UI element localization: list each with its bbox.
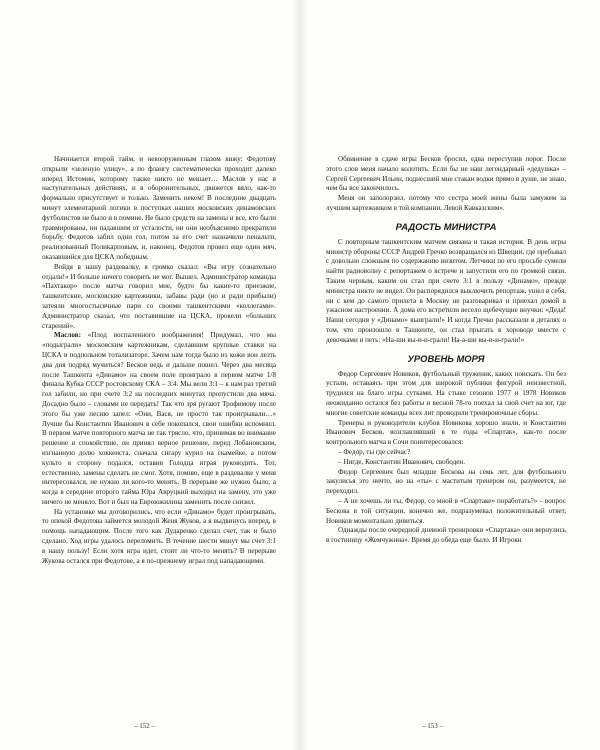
section-heading: РАДОСТЬ МИНИСТРА: [395, 220, 497, 232]
dialogue-line: – Нигде, Константин Иванович, свободен.: [338, 457, 465, 466]
paragraph: Начинается второй тайм, и невооруженным глазом вижу: Федотову открыли «зеленую улицу», а по флангу систематически проходит далеко вперед Истомин, которому также никто не мешает… Маслов у нас в наступательных действиях, и в оборонительных, движется вяло, как-то формально присутствует и только. Заменить некем! В последние двадцать минут элементарной логики в поступках наших московских динамовских футболистов не было и в помине. Не было средств на замены и все, кто были травмированы, ни падавшим от усталости, ни они необъяснимо прекратили борьбу. Федотов забил один гол, потом за его счет назначили пенальти, реализованный Поликарповым, и, наконец, Федотов провел еще один мяч, оказавшийся для ЦСКА победным.: [42, 155, 276, 261]
right-text-block: [326, 155, 566, 546]
paragraph: Обвинение в сдаче игры Бесков бросил, едва переступив порог. После этого слов меня начало колотить. Если бы не наш легендарный «дедушка» – Сергей Сергеевич Ильин, поднесший мне стакан водки прямо в душе, не знаю, чем бы все закончилось.: [326, 155, 566, 193]
left-text-block: [42, 155, 276, 566]
paragraph: [42, 331, 276, 507]
page-number: – 153 –: [422, 722, 443, 730]
right-page: [304, 0, 600, 750]
page-number: – 152 –: [134, 722, 155, 730]
paragraph: Тренеры и руководители клубов Новикова хорошо знали, и Константин Иванович Бесков, возглавлявший в те годы «Спартак», как-то после контрольного матча в Сочи поинтересовался:: [326, 418, 566, 447]
speaker-label: Маслов:: [54, 331, 81, 340]
left-page: [0, 0, 296, 750]
section-heading: УРОВЕНЬ МОРЯ: [407, 352, 485, 364]
dialogue-line: – А не хочешь ли ты, Федор, со мной в «Спартаке» поработать?» – вопрос Бескова в той ситуации, конечно же, подразумевал положительный ответ, Новиков моментально дивиться.: [326, 496, 566, 525]
paragraph: Однажды после очередной дневной тренировки «Спартака» они вернулись в гостиницу «Жемчужина». Время до обеда еще было. И Игроки: [326, 526, 566, 545]
paragraph-text: «Плод воспаленного воображения! Придумал, что мы «подыграли» московским картежникам, сделавшим крупные ставки на ЦСКА в подпольном тотализаторе. Зачем нам тогда было из кожи вон лезть два дня подряд мучиться? Бесков ведь и дальше пошел. Через два месяца после Ташкента «Динамо» на своем поле проиграло в первом матче 1/8 финала Кубка СССР ростовскому СКА – 3:4. Мы вели 3:1 – к нам раз третий гол забили, но при счете 3:2 на последних минутах пропустили два мяча. Досадно было – словами не передать! Так что зря ругают Трофимову после этого бы уже песню запел: «Они, Вася, не просто так проигрывали…» Лучше бы Константин Иванович в себе покопался, свои ошибки вспомнил. В первом матче повторного матча не так трясло, что, принимая во внимание решение и спокойствие, он принял верное решение, перед Лобановским, изгнанную долю хоккеиста, сначала сигару курил на скамейке, а потом культо в сторону подался, оставив Голодца играя руководить. Тот, естественно, замены сделать не смог. Хотя, помню, еще в раздевалке у меня интересовался, не нужно ли кого-то менять. В перерыве же нужно было, а когда в середине второго тайма Юра Авруцкий выходил на замену, это уже ничего не меняло. Вот и был на Евроюжилина заменить после снизил.: [42, 331, 276, 506]
paragraph: С повторным ташкентским матчем связана и такая история. В день игры министр обороны СССР Андрей Гречко возвращался из Швеции, где пребывал с довольно сложным по содержанию визитом. Летчики по его просьбе сумели найти радиоволну с репортажем о встрече и запустили его по громкой связи. Таким черным, каким он стал при счете 3:1 в пользу «Динамо», прежде министра никто не видел. Он распорядился выключить репортаж, ушел в себя, ни с кем до самого прилета в Москву не разговаривал и приехал домой в ужасном настроении. А дома его встретили весело щебечущие внучки: «Деда! Наши сегодня у «Динамо» выиграли!» И когда Гречко рассказали в деталях о том, что произошло в Ташкенте, он стал прыгать в хороводе вместе с девочками и петь: «На-ши вы-и-и-грали! На-а-ши вы-и-и-грали!»: [326, 237, 566, 344]
paragraph: На установке мы договорились, что если «Динамо» будет проигрывать, то опекой Федотова займется молодой Женя Жуков, а я выдвинусь вперед, в помощь нападающим. После того как Дударенко сделал счет, так и было сделано. Ход игры удалось переломить. В течение шести минут мы счет 3:1 в нашу пользу! Если хотя игра идет, стоит ли что-то менять? В перерыве Жукова остался при Федотове, а я по-прежнему играл под нападающими.: [42, 507, 276, 565]
paragraph: Войдя в нашу раздевалку, я громко сказал: «Вы игру сознательно отдали!» И больше ничего говорить не мог. Вышел. Администратор команды «Пахтакор» после матча говорил мне, будто бы какие-то приезжие, ташкентские, московские картежники, забавы ради (но и ради прибыли) затеяли многостысячные пари со своими ташкентскими «коллегами». Администратор сказал, что поставившие на ЦСКА, провели «больших старений».: [42, 262, 276, 330]
dialogue-line: – Федор, ты где сейчас?: [338, 447, 411, 456]
paragraph: Меня он заполорзил, потому что сестра моей жены была замужем за лучшим картежником в той компании, Левой Кавказским».: [326, 194, 566, 212]
paragraph: Федор Сергеевич Новиков, футбольный труженик, каких поискать. Он без устали, оставаясь при этом для широкой публики фигурой неизвестной, трудился на благо игры сутками. На стыке сезонов 1977 и 1978 Новиков неожиданно остался без работы и весной 78-го поехал за свой счет на юг, где многие советские команды всех лиг проводили тренировочные сборы.: [326, 369, 566, 417]
paragraph: Федор Сергеевич был младше Бескова на семь лет, для футбольного закулисья это ничто, но на «ты» с маститым тренером он, разумеется, не переходил.: [326, 467, 566, 496]
